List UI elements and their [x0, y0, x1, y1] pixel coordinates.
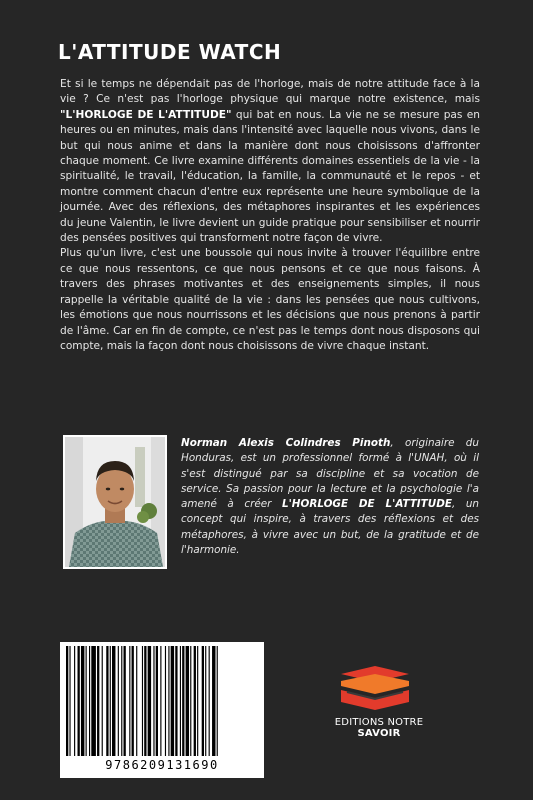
back-cover-summary	[60, 77, 480, 354]
author-portrait-illustration	[65, 437, 165, 567]
summary-paragraph-2: Plus qu'un livre, c'est une boussole qui nous invite à trouver l'équilibre entre ce que nous ressentons, ce que nous pensons et ce que nous faisons. À travers des phrases motivantes et des enseignements simples, il nous rappelle la véritable qualité de la vie : dans les pensées que nous cultivons, les émotions que nous nourrissons et les décisions que nous prenons à partir de l'âme. Car en fin de compte, ce n'est pas le temps dont nous disposons qui compte, mais la façon dont nous choisissons de vivre chaque instant.	[60, 247, 480, 352]
author-bio-text-b: , un concept qui inspire, à travers des réflexions et des métaphores, à vivre avec un but, de la gratitude et de l'harmonie.	[181, 498, 479, 557]
publisher-name-light: EDITIONS NOTRE	[334, 717, 424, 728]
bio-book-title: L'HORLOGE DE L'ATTITUDE	[282, 498, 452, 511]
author-bio	[181, 436, 479, 558]
logo-middle-layer	[341, 674, 409, 694]
author-bio-text-a: , originaire du Honduras, est un professionnel formé à l'UNAH, où il s'est distingué par sa discipline et sa vocation de service. Sa passion pour la lecture et la psychologie l'a amené à créer	[181, 437, 479, 511]
summary-paragraph-1	[60, 77, 480, 246]
author-name: Norman Alexis Colindres Pinoth	[181, 437, 391, 449]
publisher-logo	[335, 664, 415, 710]
barcode-bars	[66, 646, 258, 756]
isbn-barcode	[60, 642, 264, 778]
isbn-number: 9786209131690	[105, 758, 219, 772]
author-photo	[63, 435, 167, 569]
book-title: L'ATTITUDE WATCH	[58, 40, 282, 64]
summary-p1-text-a: Et si le temps ne dépendait pas de l'horloge, mais de notre attitude face à la vie ? Ce n'est pas l'horloge physique qui marque notre existence, mais	[60, 78, 480, 106]
publisher-name-bold: SAVOIR	[357, 728, 401, 739]
publisher-name	[312, 717, 446, 739]
summary-p1-text-b: qui bat en nous. La vie ne se mesure pas en heures ou en minutes, mais dans l'intensité avec laquelle nous vivons, dans le but qui nous anime et dans la manière dont nous choisissons d'affronter chaque moment. Ce livre examine différents domaines essentiels de la vie - la spiritualité, le travail, l'éducation, la famille, la communauté et le repos - et montre comment chacun d'entre eux représente une heure symbolique de la journée. Avec des réflexions, des métaphores inspirantes et les expériences du jeune Valentin, le livre devient un guide pratique pour sensibiliser et nourrir des pensées positives qui transforment notre façon de vivre.	[60, 108, 480, 245]
summary-p1-bold: "L'HORLOGE DE L'ATTITUDE"	[60, 108, 232, 121]
